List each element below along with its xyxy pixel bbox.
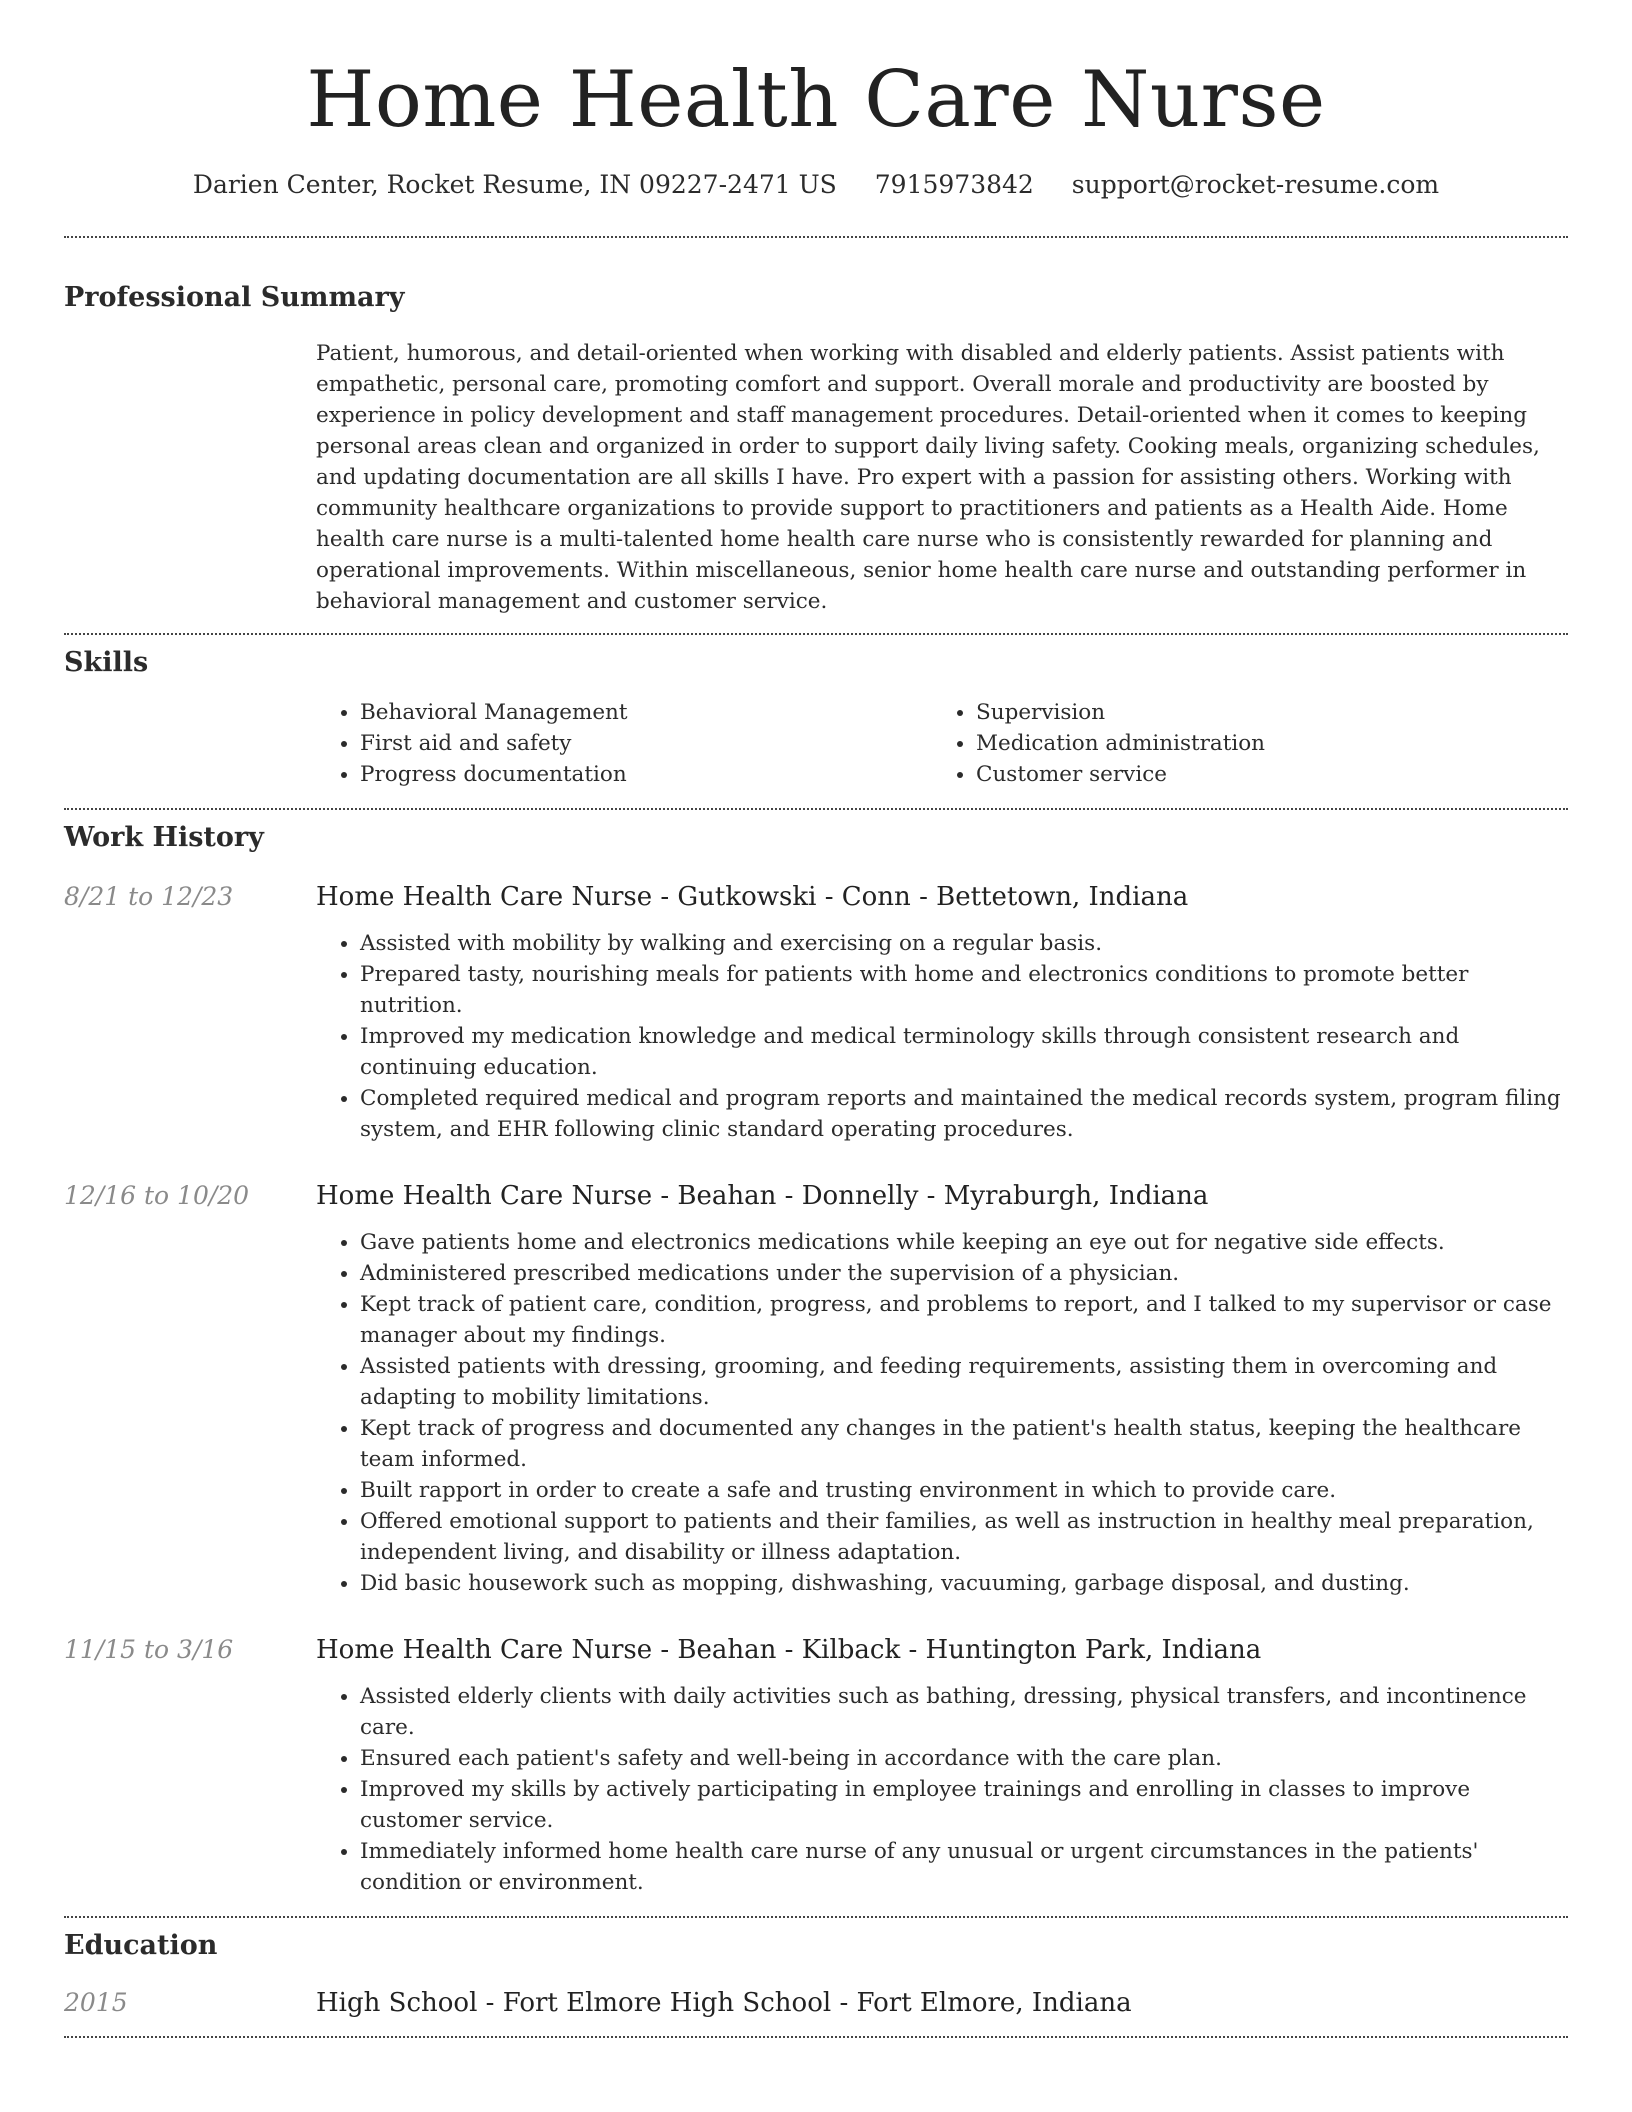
job-bullet: • Kept track of progress and documented any changes in the patient's health status, keeping the healthcare team informed. [360,1413,1568,1475]
job-bullet: • Kept track of patient care, condition, progress, and problems to report, and I talked to my supervisor or case manager about my findings. [360,1289,1568,1351]
contact-address: Darien Center, Rocket Resume, IN 09227-2471 US [192,170,837,199]
education-heading: Education [64,1930,218,1961]
job-bullet: • Gave patients home and electronics medications while keeping an eye out for negative side effects. [360,1227,1568,1258]
skill-item: • Progress documentation [360,759,932,790]
job-entry [64,880,1568,1145]
job-body [316,880,1568,1145]
divider [64,2036,1568,2038]
job-bullet: • Offered emotional support to patients and their families, as well as instruction in healthy meal preparation, independent living, and disability or illness adaptation. [360,1506,1568,1568]
job-bullet: • Built rapport in order to create a safe and trusting environment in which to provide care. [360,1475,1568,1506]
summary-text: Patient, humorous, and detail-oriented when working with disabled and elderly patients. Assist patients with empathetic, personal care, promoting comfort and support. Overall morale and productivity are boosted by experience in policy development and staff management procedures. Detail-oriented when it comes to keeping personal areas clean and organized in order to support daily living safety. Cooking meals, organizing schedules, and updating documentation are all skills I have. Pro expert with a passion for assisting others. Working with community healthcare organizations to provide support to practitioners and patients as a Health Aide. Home health care nurse is a multi-talented home health care nurse who is consistently rewarded for planning and operational improvements. Within miscellaneous, senior home health care nurse and outstanding performer in behavioral management and customer service. [316,341,1540,614]
skill-item: • Behavioral Management [360,697,932,728]
resume-page [64,0,1568,2038]
job-entry [64,1179,1568,1599]
skill-item: • First aid and safety [360,728,932,759]
job-dates: 11/15 to 3/16 [64,1635,234,1664]
skill-item: • Medication administration [976,728,1548,759]
skills-column-right [932,697,1548,790]
job-body [316,1179,1568,1599]
job-bullet: • Assisted patients with dressing, grooming, and feeding requirements, assisting them in overcoming and adapting to mobility limitations. [360,1351,1568,1413]
skills-heading: Skills [64,647,149,678]
job-bullet: • Did basic housework such as mopping, dishwashing, vacuuming, garbage disposal, and dusting. [360,1568,1568,1599]
divider [64,236,1568,238]
job-bullets [316,1681,1568,1898]
candidate-name: Home Health Care Nurse [306,55,1326,145]
skills-list [316,697,1568,808]
job-bullet: • Administered prescribed medications under the supervision of a physician. [360,1258,1568,1289]
job-bullet: • Assisted elderly clients with daily activities such as bathing, dressing, physical transfers, and incontinence care. [360,1681,1568,1743]
education-entry [64,1986,1568,2036]
contact-email[interactable]: support@rocket-resume.com [1071,170,1440,199]
job-bullet: • Improved my skills by actively participating in employee trainings and enrolling in classes to improve customer service. [360,1774,1568,1836]
job-bullet: • Completed required medical and program reports and maintained the medical records system, program filing system, and EHR following clinic standard operating procedures. [360,1083,1568,1145]
job-bullets [316,928,1568,1145]
contact-phone: 7915973842 [874,170,1034,199]
job-title: Home Health Care Nurse - Beahan - Donnelly - Myraburgh, Indiana [316,1181,1209,1211]
job-bullet: • Prepared tasty, nourishing meals for patients with home and electronics conditions to promote better nutrition. [360,959,1568,1021]
divider [64,1916,1568,1918]
education-title: High School - Fort Elmore High School - Fort Elmore, Indiana [316,1988,1132,2018]
job-body [316,1633,1568,1898]
education-year: 2015 [64,1988,128,2017]
summary-heading: Professional Summary [64,282,405,313]
job-bullet: • Assisted with mobility by walking and exercising on a regular basis. [360,928,1568,959]
skills-column-left [316,697,932,790]
job-dates: 12/16 to 10/20 [64,1181,250,1210]
skill-item: • Supervision [976,697,1548,728]
job-dates: 8/21 to 12/23 [64,882,234,911]
job-entry [64,1633,1568,1916]
job-title: Home Health Care Nurse - Beahan - Kilback - Huntington Park, Indiana [316,1635,1262,1665]
job-bullet: • Ensured each patient's safety and well-being in accordance with the care plan. [360,1743,1568,1774]
skill-item: • Customer service [976,759,1548,790]
divider [64,633,1568,635]
divider [64,808,1568,810]
job-title: Home Health Care Nurse - Gutkowski - Conn - Bettetown, Indiana [316,882,1189,912]
job-bullets [316,1227,1568,1599]
work-history-heading: Work History [64,822,264,853]
contact-line [64,168,1568,202]
job-bullet: • Immediately informed home health care nurse of any unusual or urgent circumstances in the patients' condition or environment. [360,1836,1568,1898]
job-bullet: • Improved my medication knowledge and medical terminology skills through consistent research and continuing education. [360,1021,1568,1083]
